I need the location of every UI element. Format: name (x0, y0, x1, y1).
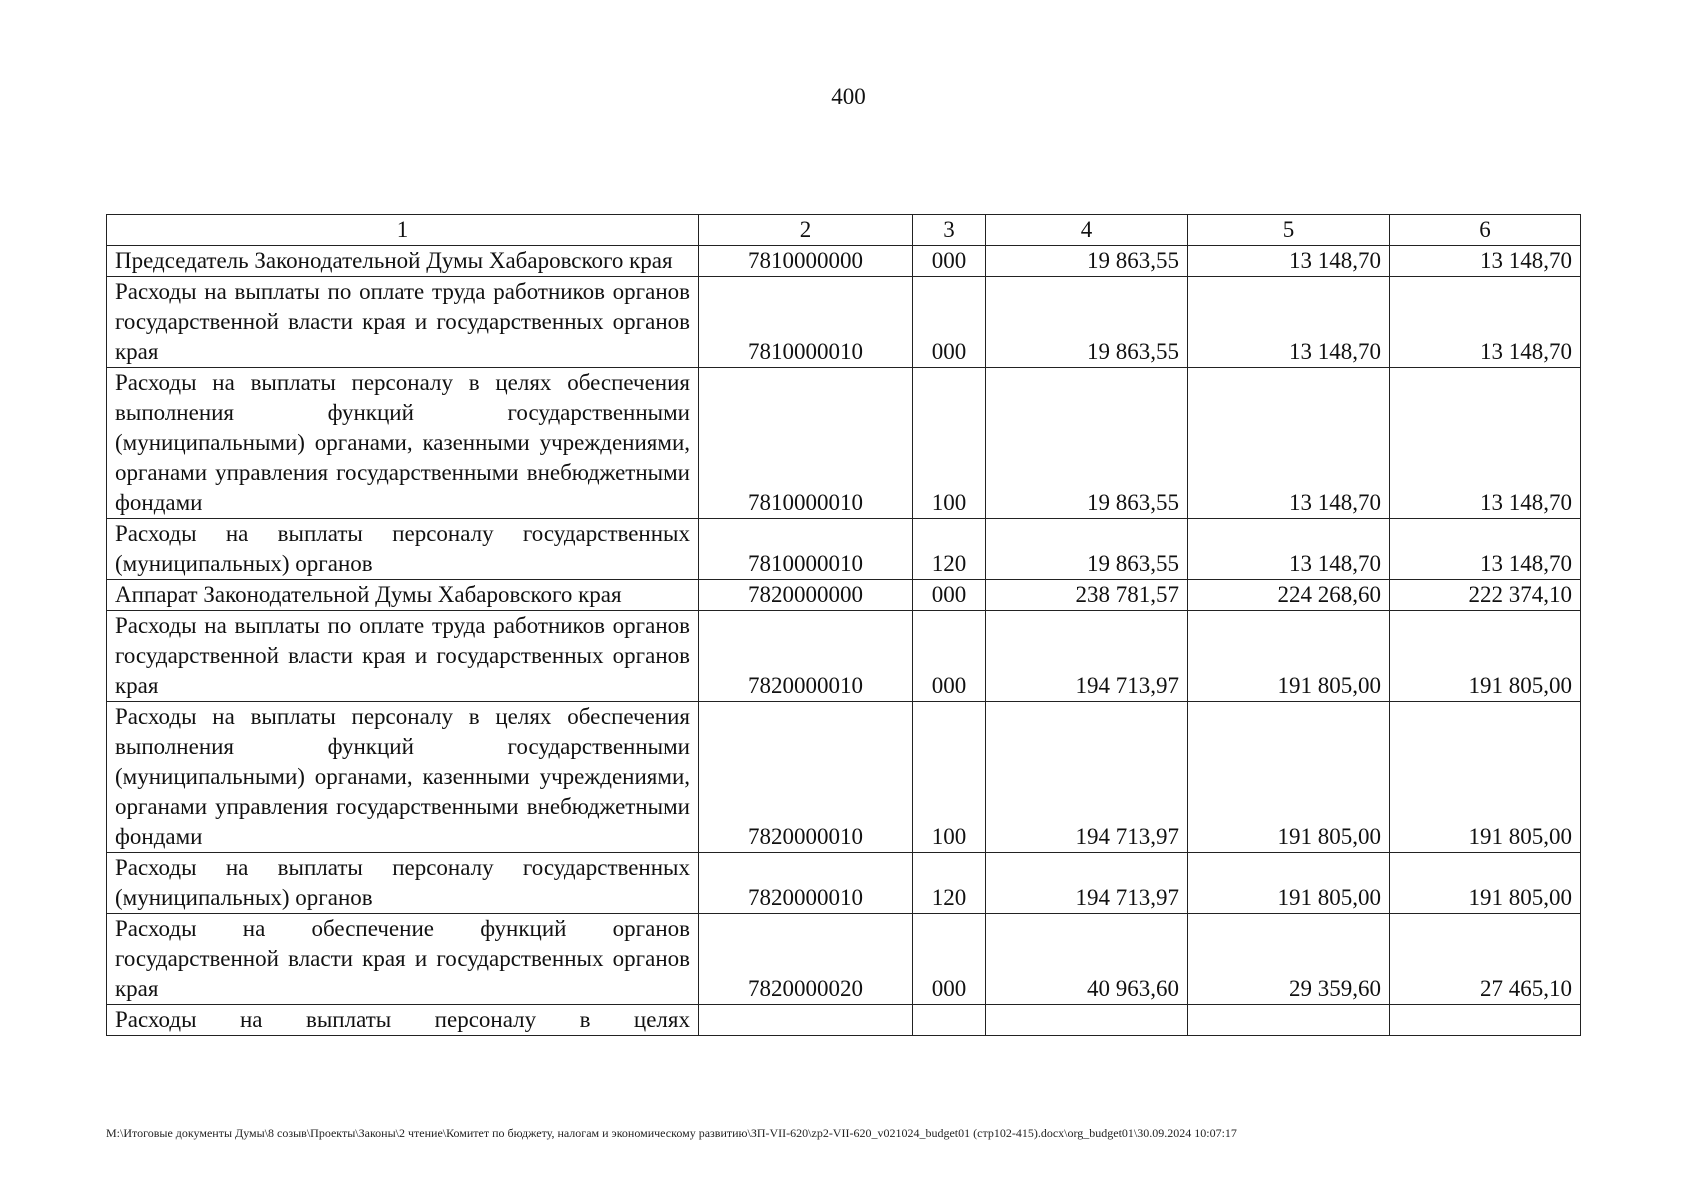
row-value-col5: 191 805,00 (1188, 611, 1390, 702)
row-expense-type: 120 (913, 519, 986, 580)
row-value-col6: 13 148,70 (1390, 368, 1581, 519)
row-value-col4: 238 781,57 (986, 580, 1188, 611)
table-row (107, 246, 1581, 277)
row-code: 7820000010 (699, 853, 913, 914)
row-name: Аппарат Законодательной Думы Хабаровского края (107, 580, 699, 611)
row-expense-type: 000 (913, 277, 986, 368)
row-value-col6: 27 465,10 (1390, 914, 1581, 1005)
row-code: 7810000000 (699, 246, 913, 277)
table-header-row (107, 215, 1581, 246)
table-row (107, 611, 1581, 702)
row-expense-type: 000 (913, 914, 986, 1005)
column-header-2: 2 (699, 215, 913, 246)
row-name: Расходы на выплаты персоналу в целях обеспечения выполнения функций государственными (муниципальными) органами, казенными учреждениями, органами управления государственными внебюджетными фондами (107, 368, 699, 519)
row-code (699, 1005, 913, 1036)
column-header-1: 1 (107, 215, 699, 246)
column-header-5: 5 (1188, 215, 1390, 246)
row-value-col6 (1390, 1005, 1581, 1036)
row-name: Расходы на выплаты по оплате труда работников органов государственной власти края и государственных органов края (107, 277, 699, 368)
row-value-col5: 191 805,00 (1188, 853, 1390, 914)
row-value-col4: 194 713,97 (986, 853, 1188, 914)
column-header-6: 6 (1390, 215, 1581, 246)
row-value-col4: 19 863,55 (986, 368, 1188, 519)
row-value-col4 (986, 1005, 1188, 1036)
row-value-col4: 19 863,55 (986, 519, 1188, 580)
row-value-col5: 224 268,60 (1188, 580, 1390, 611)
row-value-col4: 40 963,60 (986, 914, 1188, 1005)
row-code: 7810000010 (699, 368, 913, 519)
row-name: Расходы на обеспечение функций органов государственной власти края и государственных органов края (107, 914, 699, 1005)
row-name: Расходы на выплаты персоналу в целях обеспечения выполнения функций государственными (муниципальными) органами, казенными учреждениями, органами управления государственными внебюджетными фондами (107, 702, 699, 853)
row-code: 7820000010 (699, 611, 913, 702)
row-value-col4: 19 863,55 (986, 246, 1188, 277)
table-row (107, 277, 1581, 368)
row-value-col5: 29 359,60 (1188, 914, 1390, 1005)
row-code: 7820000010 (699, 702, 913, 853)
table-row (107, 1005, 1581, 1036)
table-row (107, 519, 1581, 580)
row-value-col4: 194 713,97 (986, 702, 1188, 853)
row-value-col5: 13 148,70 (1188, 246, 1390, 277)
footer-file-path: М:\Итоговые документы Думы\8 созыв\Проекты\Законы\2 чтение\Комитет по бюджету, налогам и экономическому развитию\ЗП-VII-620\zp2-VII-620_v021024_budget01 (стр102-415).docx\org_budget01\30.09.2024 10:07:17 (106, 1126, 1237, 1140)
row-value-col5: 13 148,70 (1188, 519, 1390, 580)
budget-table (106, 214, 1581, 1036)
table-row (107, 914, 1581, 1005)
table-row (107, 580, 1581, 611)
row-value-col6: 13 148,70 (1390, 519, 1581, 580)
row-expense-type: 000 (913, 580, 986, 611)
row-expense-type: 100 (913, 702, 986, 853)
row-name: Расходы на выплаты персоналу в целях (107, 1005, 699, 1036)
row-value-col4: 19 863,55 (986, 277, 1188, 368)
page-number: 400 (831, 84, 866, 109)
table-row (107, 368, 1581, 519)
row-value-col4: 194 713,97 (986, 611, 1188, 702)
column-header-3: 3 (913, 215, 986, 246)
row-value-col6: 222 374,10 (1390, 580, 1581, 611)
row-value-col5 (1188, 1005, 1390, 1036)
row-code: 7810000010 (699, 519, 913, 580)
row-name: Расходы на выплаты персоналу государственных (муниципальных) органов (107, 853, 699, 914)
table-row (107, 702, 1581, 853)
row-name: Расходы на выплаты персоналу государственных (муниципальных) органов (107, 519, 699, 580)
row-expense-type: 120 (913, 853, 986, 914)
row-name: Расходы на выплаты по оплате труда работников органов государственной власти края и государственных органов края (107, 611, 699, 702)
row-value-col6: 13 148,70 (1390, 277, 1581, 368)
row-value-col6: 191 805,00 (1390, 853, 1581, 914)
row-expense-type: 000 (913, 246, 986, 277)
row-code: 7820000020 (699, 914, 913, 1005)
row-value-col5: 13 148,70 (1188, 277, 1390, 368)
row-expense-type (913, 1005, 986, 1036)
row-value-col5: 191 805,00 (1188, 702, 1390, 853)
row-expense-type: 000 (913, 611, 986, 702)
row-value-col6: 191 805,00 (1390, 611, 1581, 702)
table-row (107, 853, 1581, 914)
row-value-col6: 13 148,70 (1390, 246, 1581, 277)
row-code: 7820000000 (699, 580, 913, 611)
row-expense-type: 100 (913, 368, 986, 519)
column-header-4: 4 (986, 215, 1188, 246)
row-code: 7810000010 (699, 277, 913, 368)
row-name: Председатель Законодательной Думы Хабаровского края (107, 246, 699, 277)
row-value-col5: 13 148,70 (1188, 368, 1390, 519)
row-value-col6: 191 805,00 (1390, 702, 1581, 853)
